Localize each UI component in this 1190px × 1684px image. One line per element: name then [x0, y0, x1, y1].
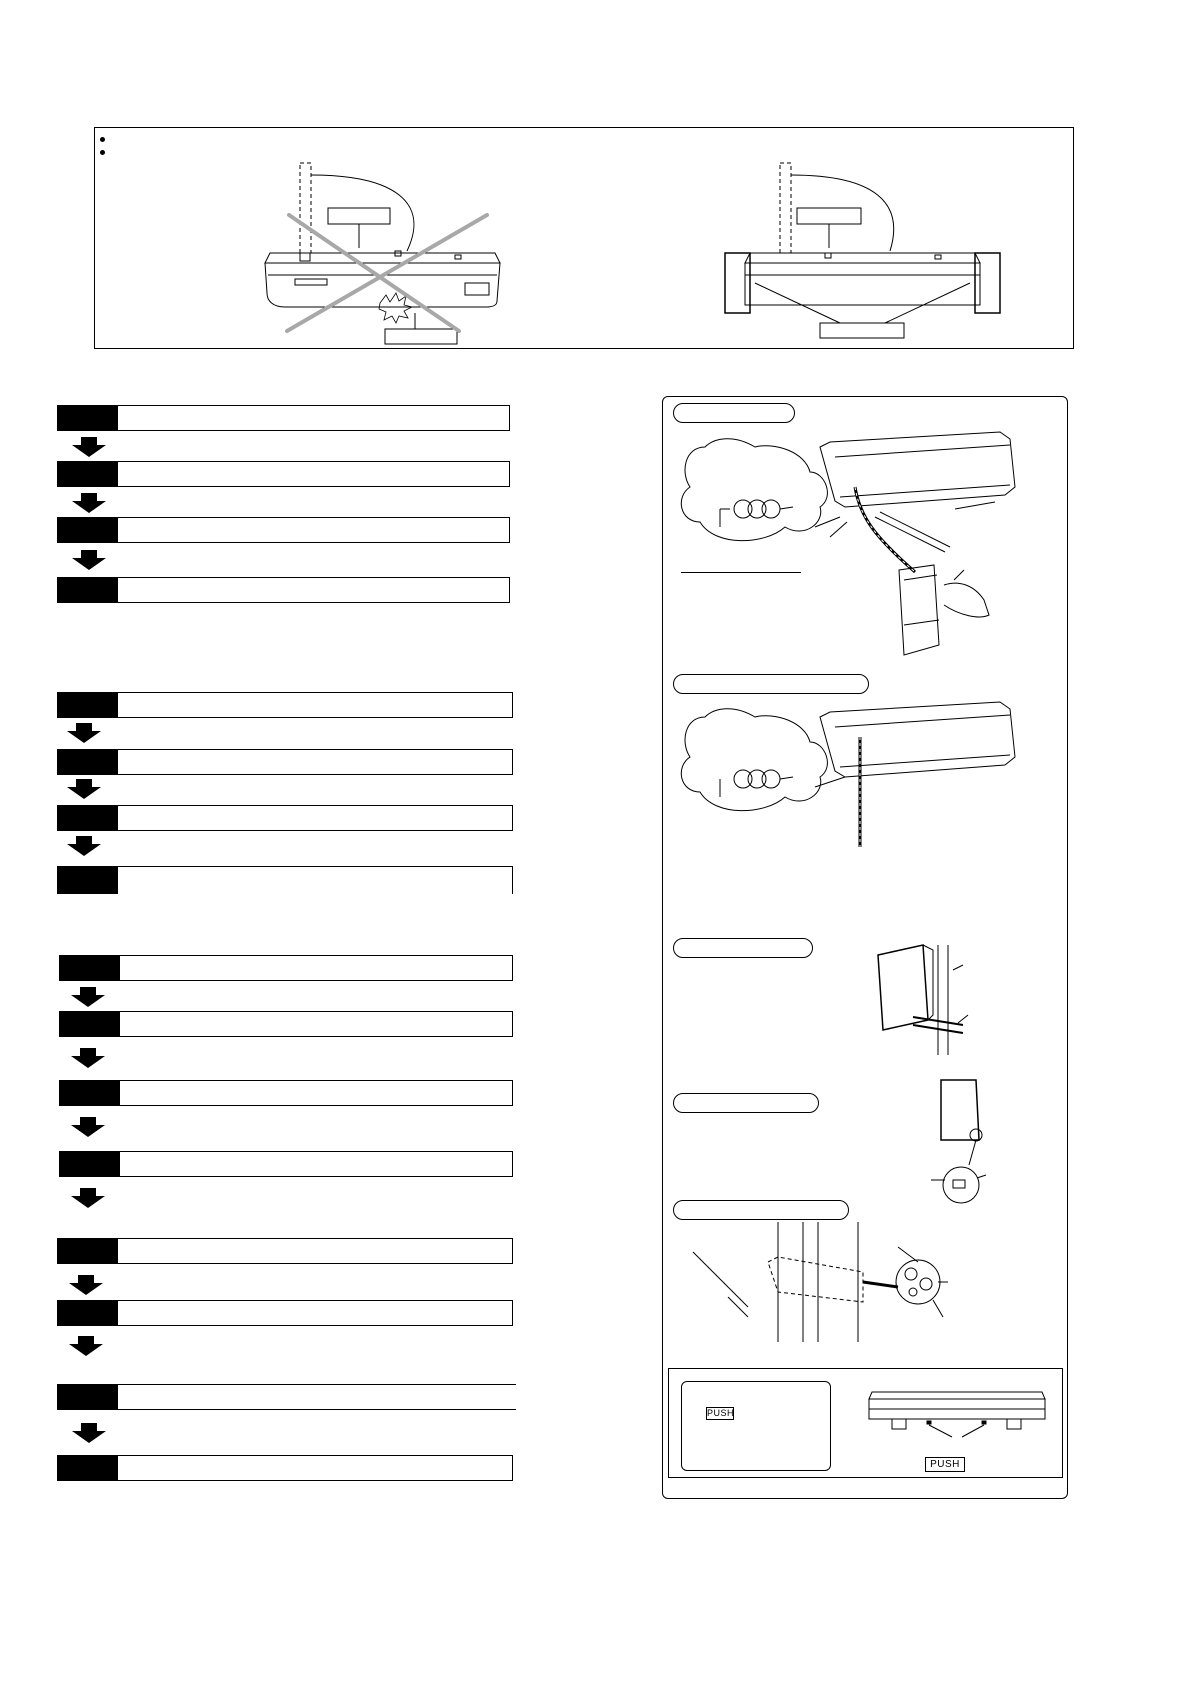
piping-figures-panel: [662, 396, 1068, 1499]
step-1-2: [57, 461, 510, 487]
step-5-2: [57, 1455, 513, 1481]
step-4-2: [57, 1300, 513, 1326]
down-arrow-icon: [71, 1048, 105, 1068]
step-1-1: [57, 405, 510, 431]
step-2-4: [57, 866, 513, 894]
step-tag: [57, 866, 118, 894]
step-tag: [57, 461, 118, 487]
correct-placement-figure: [715, 163, 1075, 348]
down-arrow-icon: [72, 437, 106, 457]
unit-bottom-figure: [867, 1387, 1047, 1437]
down-arrow-icon: [71, 1188, 105, 1208]
wall-hole-piping-figure: [693, 1222, 983, 1342]
step-tag: [59, 1151, 120, 1177]
bullet-2: [100, 150, 105, 155]
down-arrow-icon: [69, 1275, 103, 1295]
step-tag: [59, 1080, 120, 1106]
step-tag: [57, 1300, 118, 1326]
step-2-2: [57, 749, 513, 775]
sub-caption-line: [681, 572, 801, 573]
step-3-4: [59, 1151, 513, 1177]
step-1-3: [57, 517, 510, 543]
down-arrow-icon: [72, 1423, 106, 1443]
step-tag: [57, 577, 118, 603]
section-label-4: [673, 1093, 819, 1113]
step-tag: [57, 805, 118, 831]
section-label-5: [673, 1200, 849, 1220]
step-tag: [57, 405, 118, 431]
wall-mount-side-figure: [863, 945, 1003, 1055]
section-label-1: [673, 403, 795, 423]
step-tag: [57, 692, 118, 718]
step-tag: [57, 517, 118, 543]
step-4-1: [57, 1238, 513, 1264]
step-3-3: [59, 1080, 513, 1106]
push-figure-label: PUSH: [925, 1457, 965, 1472]
top-illustration-box: [94, 127, 1074, 349]
push-inline-label: PUSH: [707, 1408, 735, 1418]
down-arrow-icon: [69, 1336, 103, 1356]
step-tag: [57, 1384, 118, 1410]
step-3-2: [59, 1011, 513, 1037]
step-tag: [57, 1455, 118, 1481]
step-1-4: [57, 577, 510, 603]
drain-side-figure: [931, 1080, 1001, 1205]
step-tag: [59, 955, 120, 981]
step-2-1: [57, 692, 513, 718]
down-arrow-icon: [67, 836, 101, 856]
step-2-3: [57, 805, 513, 831]
step-5-1: [57, 1384, 516, 1410]
step-tag: [59, 1011, 120, 1037]
section-label-2: [673, 674, 869, 694]
step-tag: [57, 1238, 118, 1264]
down-arrow-icon: [67, 723, 101, 743]
down-arrow-icon: [67, 779, 101, 799]
bullet-1: [100, 137, 105, 142]
down-arrow-icon: [72, 493, 106, 513]
down-arrow-icon: [71, 987, 105, 1007]
left-piping-figure: [675, 697, 1065, 857]
step-tag: [57, 749, 118, 775]
down-arrow-icon: [71, 1117, 105, 1137]
step-3-1: [59, 955, 513, 981]
section-label-3: [673, 938, 813, 958]
down-arrow-icon: [72, 550, 106, 570]
push-note-inner: [681, 1381, 831, 1471]
hand-lifting-figure: [899, 565, 1009, 660]
incorrect-placement-figure: [175, 163, 535, 348]
